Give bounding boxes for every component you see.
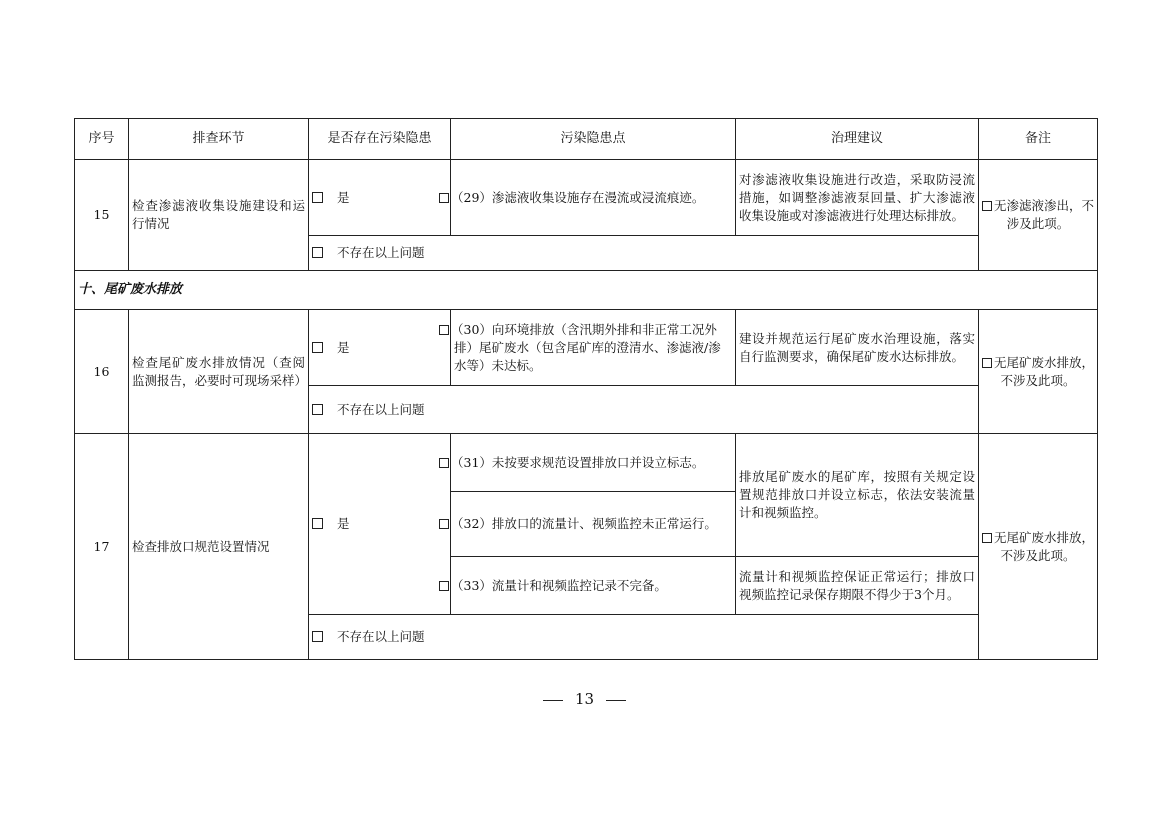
checkbox-icon[interactable] — [439, 519, 449, 529]
note-cell[interactable]: 无渗滤液渗出，不涉及此项。 — [979, 160, 1098, 271]
header-step: 排查环节 — [129, 119, 309, 160]
none-option[interactable]: 不存在以上问题 — [309, 386, 979, 434]
header-point: 污染隐患点 — [451, 119, 736, 160]
checkbox-icon[interactable] — [312, 404, 323, 415]
check-step: 检查排放口规范设置情况 — [129, 434, 309, 660]
check-step: 检查渗滤液收集设施建设和运行情况 — [129, 160, 309, 271]
checkbox-icon[interactable] — [312, 631, 323, 642]
hazard-point[interactable]: （32）排放口的流量计、视频监控未正常运行。 — [451, 492, 736, 557]
table-row — [75, 434, 1098, 492]
dash-right — [606, 700, 626, 701]
section-title: 十、尾矿废水排放 — [75, 271, 1098, 310]
row-number: 17 — [75, 434, 129, 660]
hazard-point[interactable]: （29）渗滤液收集设施存在漫流或浸流痕迹。 — [451, 160, 736, 236]
none-option[interactable]: 不存在以上问题 — [309, 615, 979, 660]
note-cell[interactable]: 无尾矿废水排放，不涉及此项。 — [979, 434, 1098, 660]
checkbox-icon[interactable] — [439, 325, 449, 335]
hazard-point[interactable]: （31）未按要求规范设置排放口并设立标志。 — [451, 434, 736, 492]
checkbox-icon[interactable] — [439, 458, 449, 468]
checkbox-icon[interactable] — [312, 247, 323, 258]
advice-text: 流量计和视频监控保证正常运行；排放口视频监控记录保存期限不得少于3个月。 — [736, 557, 979, 615]
check-step: 检查尾矿废水排放情况（查阅监测报告，必要时可现场采样） — [129, 310, 309, 434]
checkbox-icon[interactable] — [982, 358, 992, 368]
checkbox-icon[interactable] — [982, 533, 992, 543]
row-number: 15 — [75, 160, 129, 271]
header-exists: 是否存在污染隐患 — [309, 119, 451, 160]
checkbox-icon[interactable] — [312, 342, 323, 353]
checkbox-icon[interactable] — [312, 518, 323, 529]
hazard-point[interactable]: （30）向环境排放（含汛期外排和非正常工况外排）尾矿废水（包含尾矿库的澄清水、渗滤液/渗水等）未达标。 — [451, 310, 736, 386]
yes-option[interactable]: 是 — [309, 160, 451, 236]
yes-option[interactable]: 是 — [309, 434, 451, 615]
inspection-table — [74, 118, 1098, 660]
page-number: 13 — [0, 690, 1169, 708]
header-num: 序号 — [75, 119, 129, 160]
checkbox-icon[interactable] — [439, 193, 449, 203]
note-cell[interactable]: 无尾矿废水排放，不涉及此项。 — [979, 310, 1098, 434]
hazard-point[interactable]: （33）流量计和视频监控记录不完备。 — [451, 557, 736, 615]
table-row — [75, 160, 1098, 236]
checkbox-icon[interactable] — [312, 192, 323, 203]
yes-option[interactable]: 是 — [309, 310, 451, 386]
advice-text: 对渗滤液收集设施进行改造，采取防浸流措施，如调整渗滤液泵回量、扩大渗滤液收集设施或对渗滤液进行处理达标排放。 — [736, 160, 979, 236]
table-row — [75, 310, 1098, 386]
header-advice: 治理建议 — [736, 119, 979, 160]
row-number: 16 — [75, 310, 129, 434]
header-note: 备注 — [979, 119, 1098, 160]
advice-text: 排放尾矿废水的尾矿库，按照有关规定设置规范排放口并设立标志，依法安装流量计和视频监控。 — [736, 434, 979, 557]
checkbox-icon[interactable] — [982, 201, 992, 211]
table-header-row — [75, 119, 1098, 160]
checkbox-icon[interactable] — [439, 581, 449, 591]
none-option[interactable]: 不存在以上问题 — [309, 236, 979, 271]
section-row — [75, 271, 1098, 310]
dash-left — [543, 700, 563, 701]
advice-text: 建设并规范运行尾矿废水治理设施，落实自行监测要求，确保尾矿废水达标排放。 — [736, 310, 979, 386]
